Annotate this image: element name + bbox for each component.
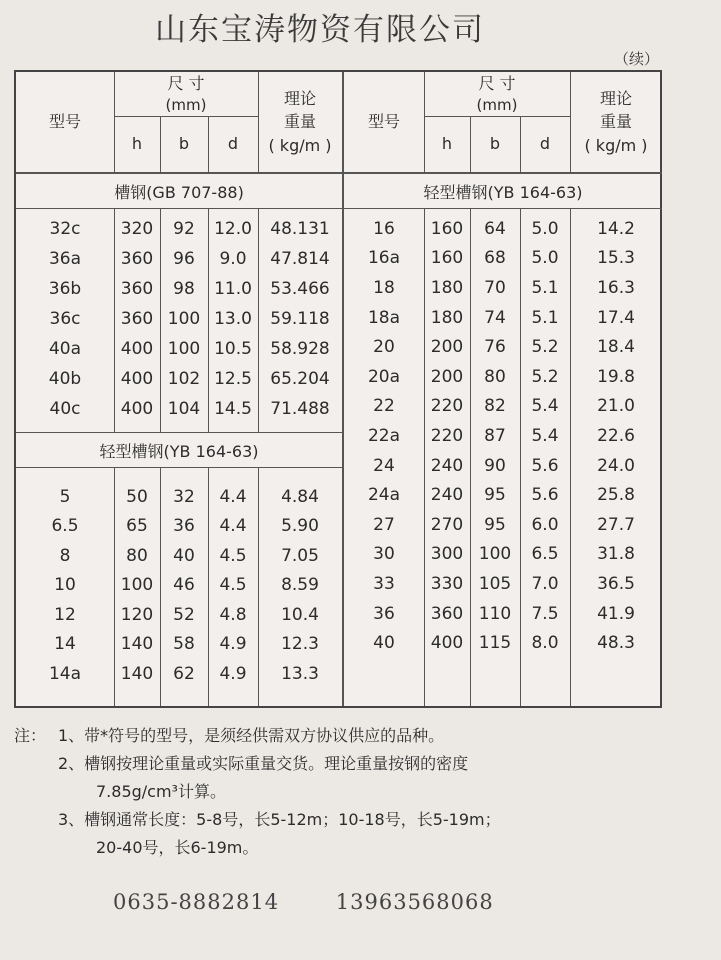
cell-weight: 48.131 [270,219,330,239]
header-d-right: d [539,134,551,154]
cell-weight: 71.488 [270,399,330,419]
cell-b: 95 [484,485,506,506]
cell-h: 360 [120,279,154,299]
cell-b: 70 [484,277,506,298]
cell-b: 58 [173,634,195,655]
section-title-yb164-left: 轻型槽钢(YB 164-63) [99,441,259,461]
cell-b: 52 [173,604,195,625]
cell-weight: 47.814 [270,249,330,269]
cell-model: 30 [373,544,395,565]
cell-weight: 5.90 [281,516,319,537]
cell-d: 4.9 [219,634,247,655]
cell-model: 6.5 [51,516,79,537]
table-rule [424,72,425,174]
cell-model: 14a [48,663,82,684]
table-rule [208,116,209,174]
cell-d: 5.6 [531,455,559,476]
cell-d: 5.4 [531,396,559,417]
cell-model: 40 [373,633,395,654]
cell-b: 90 [484,455,506,476]
cell-b: 32 [173,486,195,507]
table-rule [470,208,471,706]
cell-model: 5 [59,486,71,507]
note-2-line2: 7.85g/cm³计算。 [96,782,226,801]
header-h-left: h [131,134,143,154]
header-h-right: h [441,134,453,154]
cell-weight: 19.8 [597,366,635,387]
cell-b: 74 [484,307,506,328]
header-weight-line2-left: 重量 [283,112,316,132]
company-name: 山东宝涛物资有限公司 [155,12,485,48]
table-rule [208,467,209,706]
table-rule [424,116,570,117]
cell-b: 80 [484,366,506,387]
cell-model: 40b [48,369,82,389]
cell-h: 240 [430,455,464,476]
cell-h: 100 [120,575,154,596]
table-rule [114,72,115,174]
cell-weight: 59.118 [270,309,330,329]
cell-h: 120 [120,604,154,625]
cell-b: 76 [484,337,506,358]
cell-weight: 22.6 [597,425,635,446]
cell-h: 65 [126,516,148,537]
phone-number-mobile: 13963568068 [335,890,494,914]
cell-d: 6.0 [531,514,559,535]
cell-model: 10 [54,575,76,596]
cell-h: 330 [430,573,464,594]
cell-b: 40 [173,545,195,566]
table-rule [16,172,662,174]
cell-d: 9.0 [219,249,247,269]
cell-d: 4.5 [219,575,247,596]
cell-b: 100 [167,309,201,329]
table-rule [114,467,115,706]
cell-b: 96 [173,249,195,269]
cell-model: 24a [367,485,401,506]
cell-model: 40a [48,339,82,359]
cell-model: 32c [49,219,81,239]
cell-model: 20 [373,337,395,358]
section-title-yb164-right: 轻型槽钢(YB 164-63) [423,182,583,202]
note-1: 1、带*符号的型号，是须经供需双方协议供应的品种。 [58,726,445,745]
cell-d: 14.5 [214,399,252,419]
cell-b: 95 [484,514,506,535]
cell-b: 62 [173,663,195,684]
cell-weight: 41.9 [597,603,635,624]
cell-d: 5.0 [531,248,559,269]
cell-weight: 14.2 [597,218,635,239]
cell-b: 105 [478,573,512,594]
cell-h: 180 [430,307,464,328]
cell-d: 4.4 [219,486,247,507]
cell-b: 36 [173,516,195,537]
header-b-left: b [178,134,190,154]
table-rule [16,432,342,433]
table-rule [470,116,471,174]
cell-b: 100 [167,339,201,359]
cell-model: 36a [48,249,82,269]
cell-model: 22 [373,396,395,417]
cell-weight: 18.4 [597,337,635,358]
cell-d: 4.8 [219,604,247,625]
cell-d: 5.2 [531,337,559,358]
header-model-right: 型号 [367,112,400,132]
cell-weight: 36.5 [597,573,635,594]
cell-h: 50 [126,486,148,507]
cell-h: 240 [430,485,464,506]
cell-weight: 8.59 [281,575,319,596]
table-rule [520,208,521,706]
cell-h: 400 [120,339,154,359]
cell-d: 5.2 [531,366,559,387]
cell-model: 27 [373,514,395,535]
cell-d: 5.6 [531,485,559,506]
cell-h: 360 [120,249,154,269]
cell-model: 20a [367,366,401,387]
cell-h: 220 [430,396,464,417]
table-rule [424,208,425,706]
header-weight-left [258,72,342,172]
cell-model: 14 [54,634,76,655]
cell-d: 7.5 [531,603,559,624]
cell-h: 400 [120,399,154,419]
cell-b: 98 [173,279,195,299]
cell-b: 104 [167,399,201,419]
table-rule [160,467,161,706]
header-size-unit-right: (mm) [476,95,518,114]
header-size-label-right: 尺 寸 [478,73,516,93]
cell-weight: 25.8 [597,485,635,506]
cell-b: 46 [173,575,195,596]
cell-d: 4.4 [219,516,247,537]
cell-weight: 27.7 [597,514,635,535]
note-3-line1: 3、槽钢通常长度：5-8号，长5-12m；10-18号，长5-19m； [58,810,501,829]
cell-h: 320 [120,219,154,239]
header-size-right [424,72,570,116]
notes-label: 注： [14,726,47,745]
table-rule [16,467,342,468]
cell-d: 13.0 [214,309,252,329]
note-3-line2: 20-40号，长6-19m。 [96,838,259,857]
header-d-left: d [227,134,239,154]
cell-h: 140 [120,663,154,684]
cell-b: 68 [484,248,506,269]
cell-model: 16a [367,248,401,269]
cell-h: 300 [430,544,464,565]
cell-b: 82 [484,396,506,417]
cell-weight: 58.928 [270,339,330,359]
cell-weight: 65.204 [270,369,330,389]
cell-d: 7.0 [531,573,559,594]
cell-h: 180 [430,277,464,298]
cell-weight: 10.4 [281,604,319,625]
header-size-left [114,72,258,116]
table-rule [258,208,259,432]
cell-weight: 13.3 [281,663,319,684]
cell-weight: 17.4 [597,307,635,328]
table-rule [114,116,258,117]
header-weight-unit-left: ( kg/m ) [268,135,332,155]
table-rule [160,208,161,432]
phone-number-landline: 0635-8882814 [113,890,280,914]
cell-weight: 16.3 [597,277,635,298]
continued-label: （续） [613,50,659,68]
header-weight-line1-right: 理论 [599,89,632,109]
header-size-unit-left: (mm) [165,95,207,114]
cell-b: 110 [478,603,512,624]
cell-h: 220 [430,425,464,446]
cell-weight: 31.8 [597,544,635,565]
cell-b: 100 [478,544,512,565]
cell-h: 270 [430,514,464,535]
cell-h: 80 [126,545,148,566]
cell-d: 12.0 [214,219,252,239]
cell-d: 10.5 [214,339,252,359]
notes [14,722,704,862]
table-rule [160,116,161,174]
table-rule [258,467,259,706]
cell-h: 140 [120,634,154,655]
header-weight-line1-left: 理论 [283,89,316,109]
cell-d: 6.5 [531,544,559,565]
cell-weight: 15.3 [597,248,635,269]
channel-steel-table [14,70,662,708]
table-rule [570,208,571,706]
header-b-right: b [489,134,501,154]
cell-h: 200 [430,366,464,387]
header-size-label-left: 尺 寸 [167,73,205,93]
cell-d: 4.5 [219,545,247,566]
cell-model: 18 [373,277,395,298]
cell-weight: 21.0 [597,396,635,417]
cell-d: 5.0 [531,218,559,239]
cell-weight: 53.466 [270,279,330,299]
cell-h: 160 [430,248,464,269]
cell-h: 160 [430,218,464,239]
cell-weight: 48.3 [597,633,635,654]
cell-model: 16 [373,218,395,239]
cell-model: 22a [367,425,401,446]
table-rule [16,208,662,209]
cell-model: 36b [48,279,82,299]
cell-model: 12 [54,604,76,625]
cell-weight: 12.3 [281,634,319,655]
cell-model: 33 [373,573,395,594]
cell-h: 400 [120,369,154,389]
cell-d: 5.1 [531,277,559,298]
cell-d: 8.0 [531,633,559,654]
cell-h: 200 [430,337,464,358]
cell-b: 115 [478,633,512,654]
cell-model: 24 [373,455,395,476]
table-rule [520,116,521,174]
section-title-gb707: 槽钢(GB 707-88) [114,182,244,202]
cell-weight: 4.84 [281,486,319,507]
cell-d: 12.5 [214,369,252,389]
cell-weight: 7.05 [281,545,319,566]
table-rule [258,72,259,174]
cell-weight: 24.0 [597,455,635,476]
table-rule [208,208,209,432]
cell-b: 102 [167,369,201,389]
cell-model: 36c [49,309,81,329]
cell-model: 36 [373,603,395,624]
table-rule [570,72,571,174]
header-weight-unit-right: ( kg/m ) [584,135,648,155]
cell-model: 18a [367,307,401,328]
header-weight-right [570,72,662,172]
cell-b: 64 [484,218,506,239]
table-rule [114,208,115,432]
contact-phones [113,890,544,914]
header-weight-line2-right: 重量 [599,112,632,132]
cell-d: 11.0 [214,279,252,299]
table-rule [342,72,344,706]
cell-model: 8 [59,545,71,566]
cell-b: 92 [173,219,195,239]
header-model-left: 型号 [48,112,81,132]
cell-h: 360 [120,309,154,329]
note-2-line1: 2、槽钢按理论重量或实际重量交货。理论重量按钢的密度 [58,754,469,773]
cell-d: 4.9 [219,663,247,684]
cell-d: 5.4 [531,425,559,446]
cell-h: 400 [430,633,464,654]
cell-model: 40c [49,399,81,419]
cell-h: 360 [430,603,464,624]
cell-d: 5.1 [531,307,559,328]
cell-b: 87 [484,425,506,446]
